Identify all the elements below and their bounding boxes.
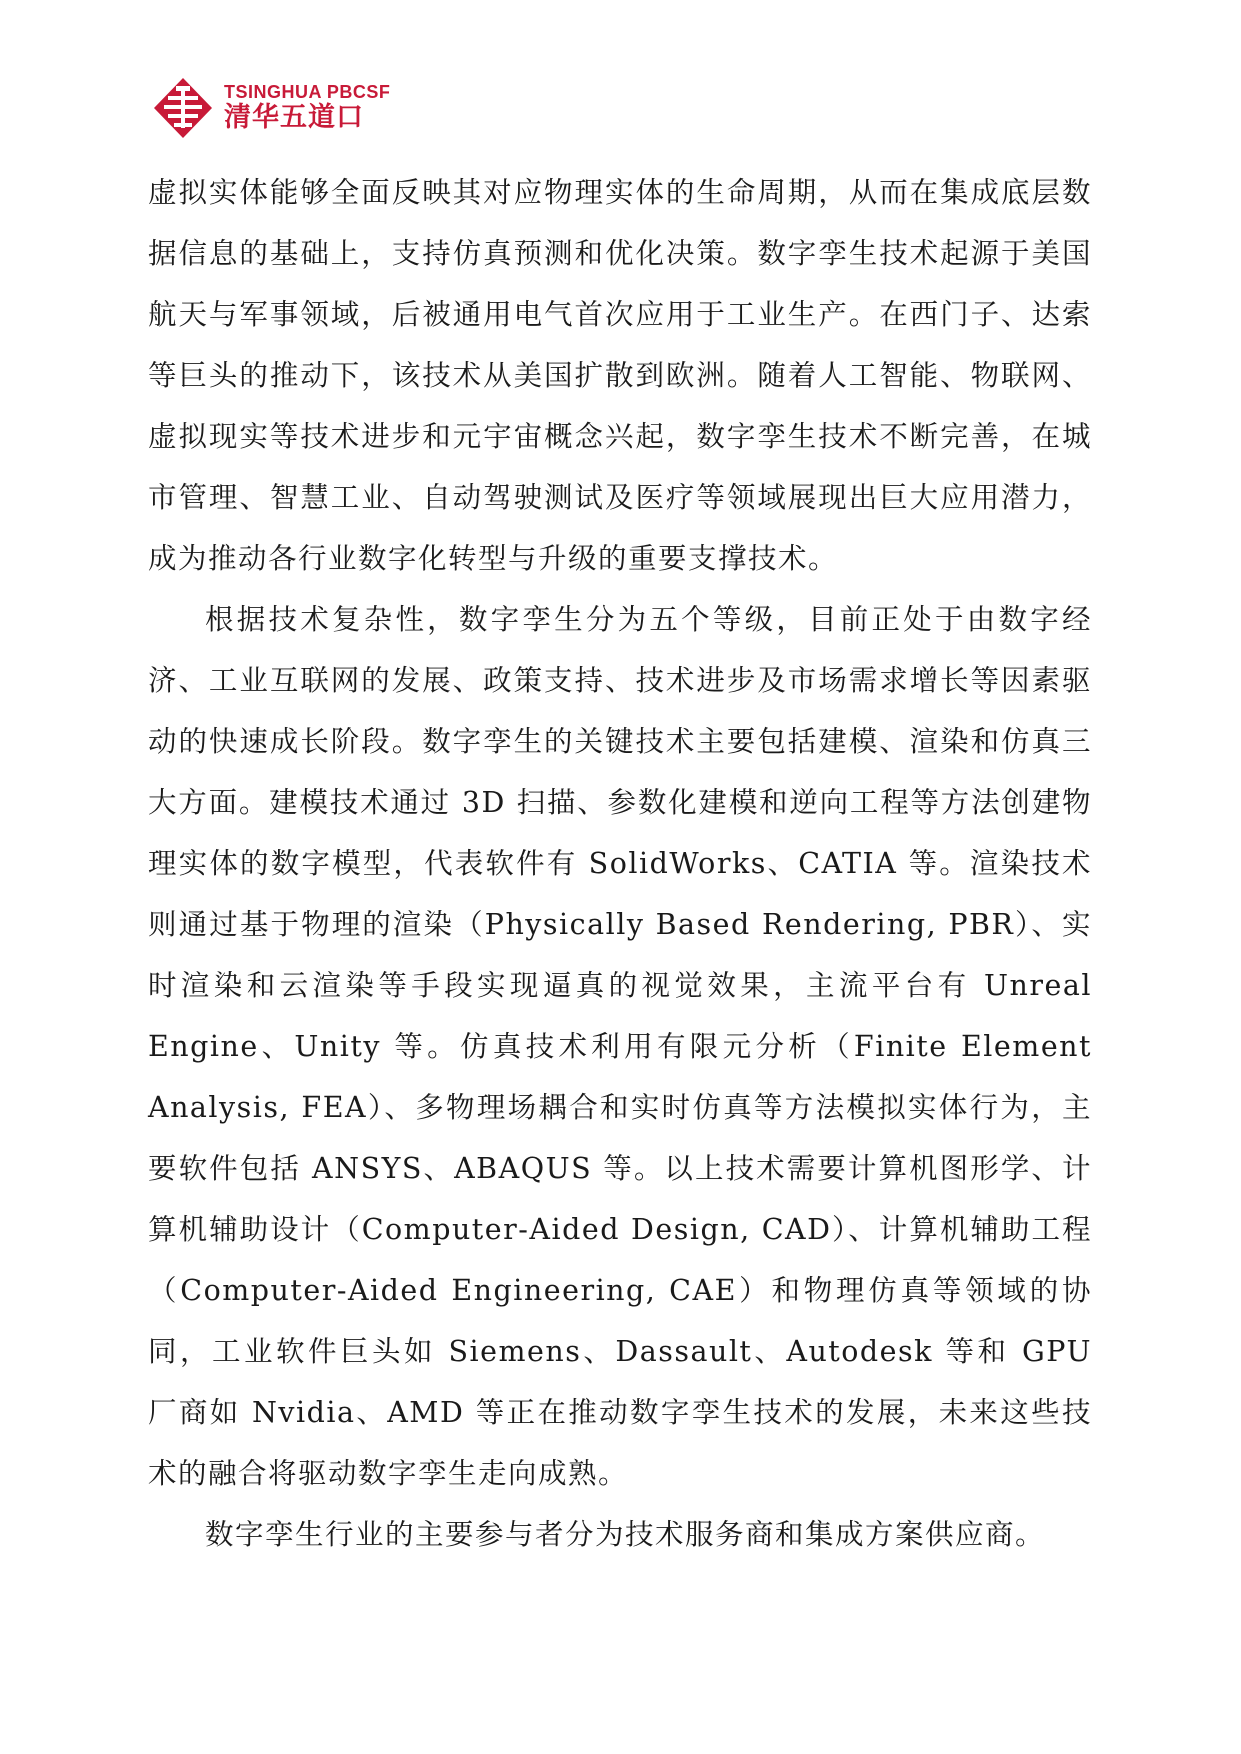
logo-text [224,82,390,134]
logo-chinese-name: 清华五道口 [224,102,364,133]
paragraph: 数字孪生行业的主要参与者分为技术服务商和集成方案供应商。 [205,1518,1046,1551]
document-body [148,162,1092,1565]
logo [152,76,390,140]
logo-english-name: TSINGHUA PBCSF [224,82,391,102]
paragraph: 虚拟实体能够全面反映其对应物理实体的生命周期，从而在集成底层数据信息的基础上，支持仿真预测和优化决策。数字孪生技术起源于美国航天与军事领域，后被通用电气首次应用于工业生产。在西门子、达索等巨头的推动下，该技术从美国扩散到欧洲。随着人工智能、物联网、虚拟现实等技术进步和元宇宙概念兴起，数字孪生技术不断完善，在城市管理、智慧工业、自动驾驶测试及医疗等领域展现出巨大应用潜力，成为推动各行业数字化转型与升级的重要支撑技术。 [148,176,1092,575]
tsinghua-pbcsf-logo-icon [152,76,214,140]
paragraph: 根据技术复杂性，数字孪生分为五个等级，目前正处于由数字经济、工业互联网的发展、政策支持、技术进步及市场需求增长等因素驱动的快速成长阶段。数字孪生的关键技术主要包括建模、渲染和仿真三大方面。建模技术通过 3D 扫描、参数化建模和逆向工程等方法创建物理实体的数字模型，代表软件有 SolidWorks、CATIA 等。渲染技术则通过基于物理的渲染（Physically Based Rendering, PBR）、实时渲染和云渲染等手段实现逼真的视觉效果，主流平台有 Unreal Engine、Unity 等。仿真技术利用有限元分析（Finite Element Analysis, FEA）、多物理场耦合和实时仿真等方法模拟实体行为，主要软件包括 ANSYS、ABAQUS 等。以上技术需要计算机图形学、计算机辅助设计（Computer-Aided Design, CAD）、计算机辅助工程（Computer-Aided Engineering, CAE）和物理仿真等领域的协同，工业软件巨头如 Siemens、Dassault、Autodesk 等和 GPU 厂商如 Nvidia、AMD 等正在推动数字孪生技术的发展，未来这些技术的融合将驱动数字孪生走向成熟。 [148,603,1092,1490]
